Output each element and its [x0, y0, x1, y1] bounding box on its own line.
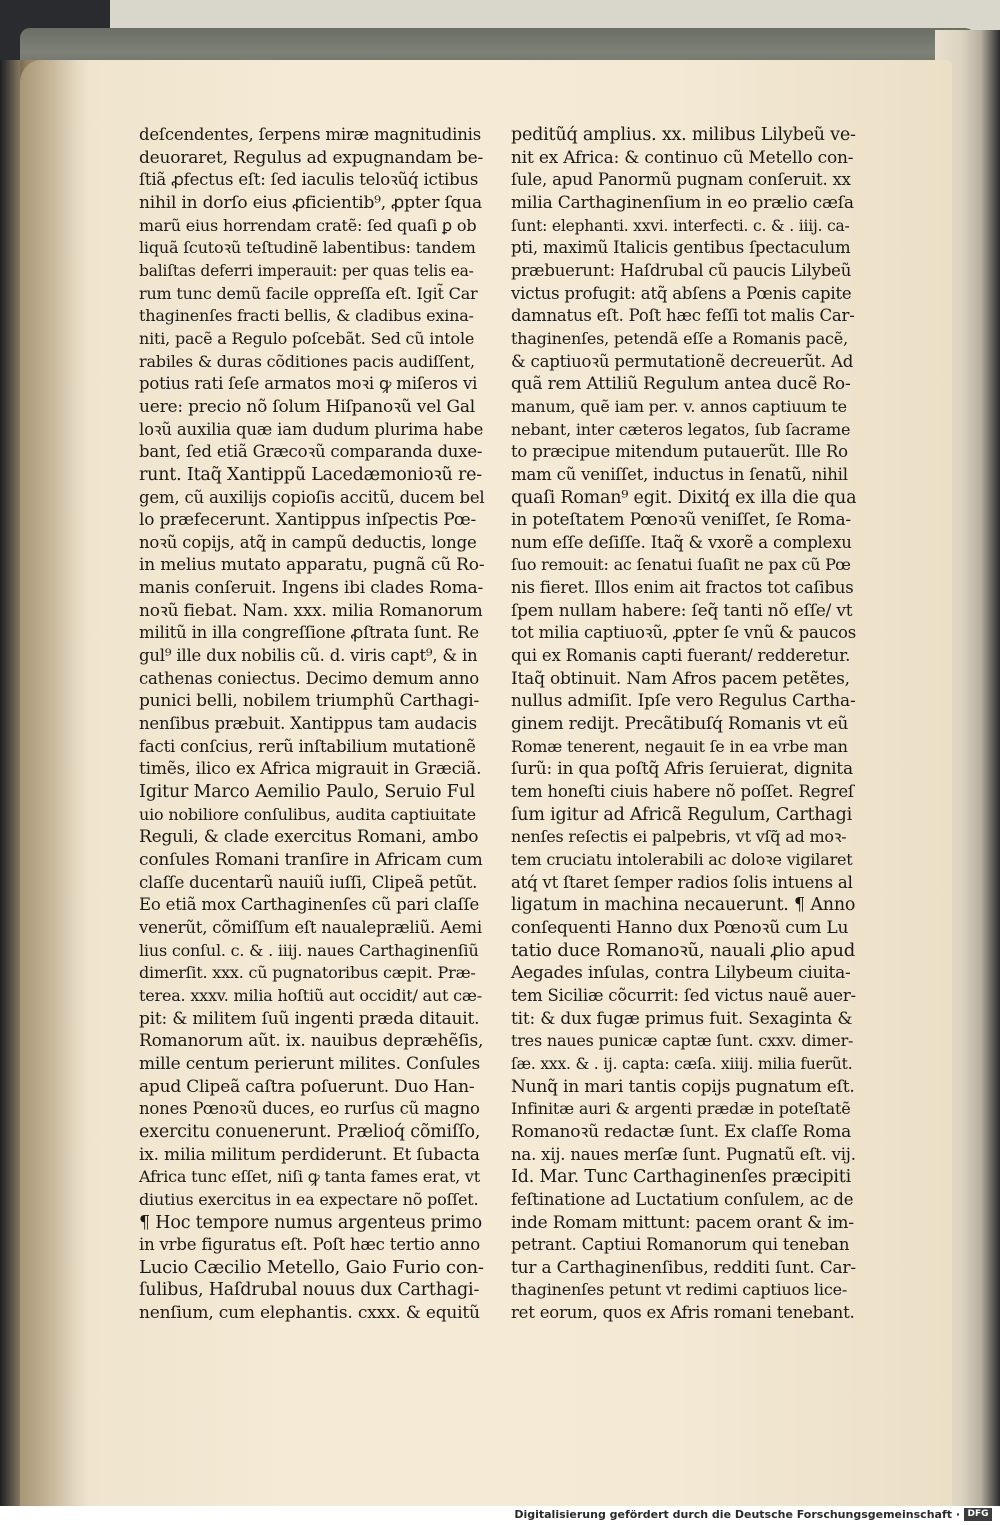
text-line: marũ eius horrendam cratẽ: ſed quaſi ꝑ ob	[139, 215, 477, 235]
text-line: ſule, apud Panormũ pugnam conſeruit. xx	[511, 170, 851, 190]
text-line: gem, cũ auxilijs copioſis accitũ, ducem bel	[139, 487, 485, 507]
text-line: rabiles & duras cõditiones pacis audiſſent,	[139, 351, 475, 371]
text-line: Lucio Cæcilio Metello, Gaio Furio con-	[139, 1256, 484, 1278]
text-line: ligatum in machina necauerunt. ¶ Anno	[511, 895, 856, 916]
text-line: thaginenſes petunt vt redimi captiuos lice-	[511, 1280, 848, 1300]
text-line: ſunt: elephanti. xxvi. interfecti. c. & . iiij. ca-	[511, 216, 850, 235]
text-line: in melius mutato apparatu, pugnã cũ Ro-	[139, 555, 485, 576]
text-line: nullus admiſit. Ipſe vero Regulus Cartha-	[511, 691, 856, 712]
text-line: inde Romam mittunt: pacem orant & im-	[511, 1212, 854, 1233]
text-line: uere: precio nõ ſolum Hiſpanoꝛũ vel Gal	[139, 396, 476, 417]
text-line: deſcendentes, ſerpens miræ magnitudinis	[139, 125, 481, 144]
text-line: ſum igitur ad Africã Regulum, Carthagi	[511, 804, 853, 825]
text-line: timẽs, ilico ex Africa migrauit in Græciã.	[139, 759, 482, 780]
text-line: lo præfecerunt. Xantippus inſpectis Pœ-	[139, 510, 476, 531]
dfg-logo: DFG	[964, 1508, 992, 1521]
text-line: & captiuoꝛũ permutationẽ decreuerũt. Ad	[511, 351, 854, 371]
text-line: milia Carthaginenſium in eo prælio cæſa	[511, 192, 854, 213]
text-line: tit: & dux fugæ primus fuit. Sexaginta &	[511, 1008, 853, 1029]
text-line: mam cũ veniſſet, inductus in ſenatũ, nihil	[511, 464, 848, 484]
text-line: nenſium, cum elephantis. cxxx. & equitũ	[139, 1303, 480, 1324]
text-line: uio nobiliore conſulibus, audita captiuitate	[139, 804, 476, 824]
text-line: militũ in illa congreſſione ꝓſtrata ſunt. Re	[139, 623, 479, 643]
gutter-shadow	[20, 60, 90, 1506]
text-line: claſſe ducentarũ nauiũ iuſſi, Clipeã petũt.	[139, 872, 478, 892]
text-line: noꝛũ copijs, atq̃ in campũ deductis, longe	[139, 532, 477, 552]
text-line: pit: & militem ſuũ ingenti præda ditauit.	[139, 1008, 480, 1029]
text-line: gul⁹ ille dux nobilis cũ. d. viris capt⁹, & in	[139, 646, 478, 666]
text-line: ſurũ: in qua poſtq̃ Afris ſeruierat, dignita	[511, 759, 853, 780]
text-line: Nunq̃ in mari tantis copijs pugnatum eſt.	[511, 1076, 855, 1097]
text-line: to præcipue mitendum putauerũt. Ille Ro	[511, 442, 848, 462]
text-line: ſulibus, Haſdrubal nouus dux Carthagi-	[139, 1280, 480, 1301]
text-line: diutius exercitus in ea expectare nõ poſſet.	[139, 1189, 479, 1209]
text-line: petrant. Captiui Romanorum qui teneban	[511, 1235, 850, 1255]
text-line: tres naues punicæ captæ ſunt. cxxv. dimer-	[511, 1031, 854, 1051]
text-line: Itaq̃ obtinuit. Nam Afros pacem petẽtes,	[511, 668, 850, 689]
text-line: nenſibus præbuit. Xantippus tam audacis	[139, 714, 477, 734]
text-line: punici belli, nobilem triumphũ Carthagi-	[139, 691, 480, 712]
text-line: ret eorum, quos ex Afris romani tenebant.	[511, 1303, 855, 1323]
text-line: Id. Mar. Tunc Carthaginenſes præcipiti	[511, 1167, 851, 1188]
text-line: Reguli, & clade exercitus Romani, ambo	[139, 827, 479, 848]
text-line: tem cruciatu intolerabili ac doloꝛe vigilaret	[511, 850, 853, 869]
text-line: manis conſeruit. Ingens ibi clades Roma-	[139, 578, 484, 599]
text-line: bant, ſed etiã Græcoꝛũ comparanda duxe-	[139, 442, 483, 462]
text-line: rum tunc demũ facile oppreſſa eſt. Igit̃ Car	[139, 283, 478, 303]
text-line: potius rati ſeſe armatos moꝛi ꝙ miſeros vi	[139, 374, 478, 394]
text-line: Africa tunc eſſet, niſi ꝙ tanta fames erat, vt	[139, 1167, 480, 1187]
text-line: ¶ Hoc tempore numus argenteus primo	[139, 1212, 482, 1233]
text-line: num eſſe deſiſſe. Itaq̃ & vxorẽ a complexu	[511, 532, 852, 552]
text-line: in vrbe figuratus eſt. Poſt hæc tertio anno	[139, 1235, 480, 1255]
text-line: manum, quẽ iam per. v. annos captiuum te	[511, 396, 847, 416]
text-line: ſuo remouit: ac ſenatui ſuaſit ne pax cũ Pœ	[511, 555, 851, 575]
text-line: præbuerunt: Haſdrubal cũ paucis Lilybeũ	[511, 260, 852, 280]
text-line: ſtiã ꝓfectus eſt: ſed iaculis teloꝛũq́ ictibus	[139, 170, 479, 190]
text-line: pti, maximũ Italicis gentibus ſpectaculum	[511, 238, 851, 258]
text-line: venerũt, cõmiſſum eſt naualepræliũ. Aemi	[139, 917, 482, 937]
text-line: nihil in dorſo eius ꝓficientib⁹, ꝓpter ſqua	[139, 192, 482, 213]
text-line: lius conſul. c. & . iiij. naues Carthaginenſiũ	[139, 940, 479, 960]
text-line: in poteſtatem Pœnoꝛũ veniſſet, ſe Roma-	[511, 510, 851, 531]
text-line: ginem redijt. Precãtibuſq́ Romanis vt eũ	[511, 714, 849, 735]
text-line: victus profugit: atq̃ abſens a Pœnis capite	[511, 283, 852, 303]
text-line: apud Clipeã caſtra poſuerunt. Duo Han-	[139, 1076, 475, 1097]
text-line: nis fieret. Illos enim ait fractos tot caſibus	[511, 578, 854, 598]
right-text-column	[511, 124, 856, 1325]
text-line: nones Pœnoꝛũ duces, eo rurſus cũ magno	[139, 1099, 480, 1119]
text-line: Aegades inſulas, contra Lilybeum ciuita-	[511, 963, 851, 984]
text-line: feſtinatione ad Luctatium conſulem, ac de	[511, 1189, 854, 1209]
text-line: thaginenſes, petendã eſſe a Romanis pacẽ,	[511, 328, 848, 348]
text-line: Igitur Marco Aemilio Paulo, Seruio Ful	[139, 782, 476, 803]
text-line: quaſi Roman⁹ egit. Dixitq́ ex illa die qua	[511, 487, 857, 508]
text-line: cathenas coniectus. Decimo demum anno	[139, 668, 480, 688]
text-line: tatio duce Romanoꝛũ, nauali ꝓlio apud	[511, 939, 856, 961]
text-line: Romanoꝛũ redactæ ſunt. Ex claſſe Roma	[511, 1121, 852, 1142]
text-line: deuoraret, Regulus ad expugnandam be-	[139, 147, 484, 168]
text-line: nebant, inter cæteros legatos, ſub ſacrame	[511, 419, 851, 439]
text-line: atq́ vt ſtaret ſemper radios ſolis intuens al	[511, 872, 853, 892]
text-line: Infinitæ auri & argenti prædæ in poteſtatẽ	[511, 1099, 851, 1119]
text-line: ſpem nullam habere: ſeq̃ tanti nõ eſſe/ vt	[511, 600, 853, 621]
text-line: ix. milia militum perdiderunt. Et ſubacta	[139, 1144, 480, 1165]
text-line: facti conſcius, rerũ inſtabilium mutationẽ	[139, 736, 476, 756]
text-line: loꝛũ auxilia quæ iam dudum plurima habe	[139, 419, 484, 439]
text-line: peditũq́ amplius. xx. milibus Lilybeũ ve-	[511, 125, 856, 145]
text-line: noꝛũ fiebat. Nam. xxx. milia Romanorum	[139, 600, 483, 621]
text-line: quã rem Attiliũ Regulum antea ducẽ Ro-	[511, 374, 851, 395]
text-line: ſæ. xxx. & . ij. capta: cæſa. xiiij. milia fuerũt.	[511, 1054, 853, 1073]
text-line: na. xij. naues merſæ ſunt. Pugnatũ eſt. vij.	[511, 1144, 856, 1164]
text-line: tem honeſti ciuis habere nõ poſſet. Regreſ	[511, 782, 854, 802]
text-line: Romanorum aũt. ix. nauibus depræhẽſis,	[139, 1031, 484, 1052]
left-text-column	[139, 124, 484, 1325]
text-line: Eo etiã mox Carthaginenſes cũ pari claſſe	[139, 895, 480, 915]
text-line: tur a Carthaginenſibus, redditi ſunt. Car-	[511, 1257, 856, 1278]
text-line: terea. xxxv. milia hoſtiũ aut occidit/ aut cæ-	[139, 985, 482, 1005]
text-line: runt. Itaq̃ Xantippũ Lacedæmonioꝛũ re-	[139, 464, 482, 485]
text-line: nit ex Africa: & continuo cũ Metello con-	[511, 147, 854, 168]
text-line: thaginenſes fracti bellis, & cladibus exina-	[139, 306, 474, 326]
text-line: damnatus eſt. Poſt hæc feſſi tot malis Car-	[511, 306, 855, 326]
text-line: nenſes reſectis ei palpebris, vt vſq̃ ad moꝛ-	[511, 827, 847, 847]
text-line: mille centum perierunt milites. Conſules	[139, 1053, 481, 1074]
funding-credit: Digitalisierung gefördert durch die Deutsche Forschungsgemeinschaft ·	[514, 1508, 960, 1521]
text-line: baliſtas deferri imperauit: per quas telis ea-	[139, 261, 474, 280]
text-line: niti, pacẽ a Regulo poſcebãt. Sed cũ intole	[139, 328, 475, 348]
text-line: Romæ tenerent, negauit ſe in ea vrbe man	[511, 736, 848, 756]
text-line: dimerſit. xxx. cũ pugnatoribus cæpit. Præ-	[139, 963, 476, 983]
text-line: conſules Romani tranſire in Africam cum	[139, 850, 483, 870]
text-line: qui ex Romanis capti fuerant/ redderetur.	[511, 646, 851, 666]
text-line: conſequenti Hanno dux Pœnoꝛũ cum Lu	[511, 917, 849, 938]
text-line: tot milia captiuoꝛũ, ꝓpter ſe vnũ & paucos	[511, 623, 857, 643]
text-line: exercitu conuenerunt. Prælioq́ cõmiſſo,	[139, 1121, 481, 1142]
text-line: tem Siciliæ cõcurrit: ſed victus nauẽ auer-	[511, 985, 856, 1005]
text-line: liquã ſcutoꝛũ teſtudinẽ labentibus: tandem	[139, 238, 476, 258]
